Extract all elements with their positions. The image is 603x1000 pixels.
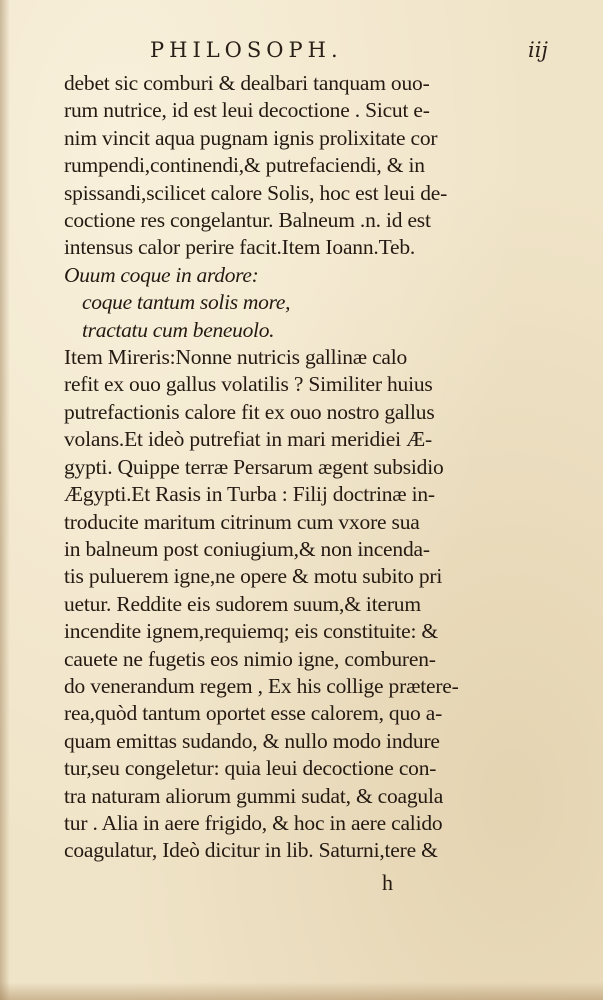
text-line: tis puluerem igne,ne opere & motu subito pri — [64, 564, 443, 589]
folio-number: iij — [528, 38, 548, 62]
text-line: quam emittas sudando, & nullo modo indure — [64, 728, 440, 753]
main-text-block — [64, 70, 564, 865]
text-line: incendite ignem,requiemq; eis constituite: & — [64, 619, 438, 644]
text-line: rumpendi,continendi,& putrefaciendi, & in — [64, 153, 425, 178]
text-line: tur,seu congeletur: quia leui decoctione con- — [64, 756, 437, 781]
running-head: PHILOSOPH. — [150, 38, 343, 62]
signature-mark: h — [382, 870, 393, 895]
verse-line: tractatu cum beneuolo. — [82, 317, 275, 342]
text-line: troducite maritum citrinum cum vxore sua — [64, 509, 420, 534]
text-line: uetur. Reddite eis sudorem suum,& iterum — [64, 591, 421, 616]
text-line: debet sic comburi & dealbari tanquam ouo- — [64, 71, 430, 95]
text-line: coctione res congelantur. Balneum .n. id est — [64, 208, 431, 233]
verse-line: coque tantum solis more, — [82, 290, 291, 315]
text-line: in balneum post coniugium,& non incenda- — [64, 536, 430, 561]
text-line: intensus calor perire facit.Item Ioann.Teb. — [64, 235, 416, 260]
page-shadow-bottom — [0, 982, 603, 1000]
verse-line: Ouum coque in ardore: — [64, 262, 259, 287]
text-line: putrefactionis calore fit ex ouo nostro gallus — [64, 399, 435, 424]
page-shadow-left — [0, 0, 10, 1000]
text-line: spissandi,scilicet calore Solis, hoc est leui de- — [64, 180, 448, 205]
text-line: tur . Alia in aere frigido, & hoc in aere calido — [64, 810, 443, 835]
text-line: refit ex ouo gallus volatilis ? Similiter huius — [64, 372, 433, 397]
text-line: tra naturam aliorum gummi sudat, & coagula — [64, 783, 444, 808]
text-line: gypti. Quippe terræ Persarum ægent subsidio — [64, 454, 444, 479]
text-line: rum nutrice, id est leui decoctione . Sicut e- — [64, 98, 430, 123]
text-line: Ægypti.Et Rasis in Turba : Filij doctrinæ in- — [64, 482, 435, 507]
text-line: nim vincit aqua pugnam ignis prolixitate cor — [64, 125, 438, 150]
text-line: cauete ne fugetis eos nimio igne, comburen- — [64, 646, 436, 671]
text-line: volans.Et ideò putrefiat in mari meridiei Æ- — [64, 427, 432, 452]
text-line: do venerandum regem , Ex his collige prætere- — [64, 673, 459, 698]
text-line: rea,quòd tantum oportet esse calorem, quo a- — [64, 701, 443, 726]
text-line: Item Mireris:Nonne nutricis gallinæ calo — [64, 345, 408, 370]
text-line: coagulatur, Ideò dicitur in lib. Saturni,tere & — [64, 838, 438, 863]
